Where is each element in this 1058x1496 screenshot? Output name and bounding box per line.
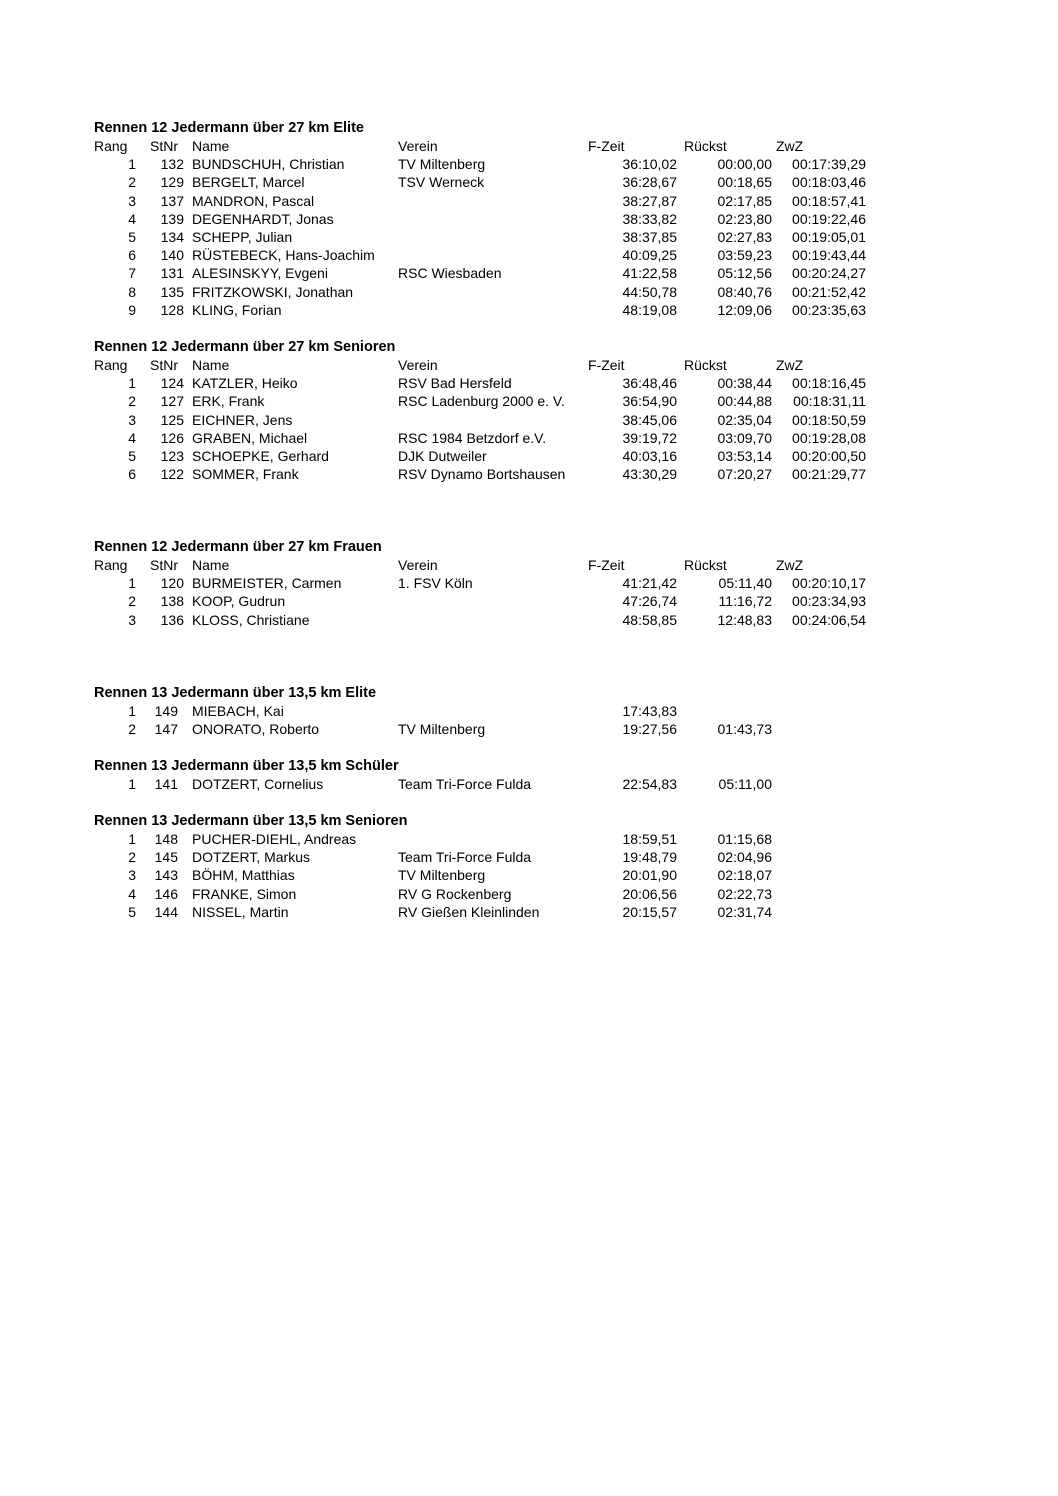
cell-fzeit: 19:27,56 [622,721,677,738]
cell-fzeit: 19:48,79 [622,849,677,866]
cell-rang: 3 [128,611,136,628]
cell-zwz: 00:18:16,45 [792,375,866,392]
cell-zwz: 00:19:05,01 [792,228,866,245]
table-header-row [94,356,894,374]
cell-fzeit: 40:09,25 [622,247,677,264]
cell-name: KLOSS, Christiane [192,611,310,628]
cell-rueckst: 00:00,00 [717,156,772,173]
table-row [94,155,894,173]
cell-rang: 2 [128,721,136,738]
cell-rang: 5 [128,228,136,245]
cell-stnr: 127 [160,393,184,410]
cell-name: NISSEL, Martin [192,903,289,920]
table-row [94,866,894,884]
cell-fzeit: 20:06,56 [622,885,677,902]
cell-stnr: 126 [160,429,184,446]
col-header-rang: Rang [94,557,128,573]
results-section-r12-senioren [94,338,894,483]
cell-stnr: 147 [154,721,178,738]
cell-rang: 2 [128,593,136,610]
cell-rang: 5 [128,903,136,920]
cell-name: BUNDSCHUH, Christian [192,156,345,173]
results-rows [94,155,894,319]
cell-name: DEGENHARDT, Jonas [192,210,334,227]
cell-zwz: 00:18:50,59 [792,411,866,428]
cell-stnr: 141 [154,776,178,792]
cell-name: SCHEPP, Julian [192,228,293,245]
cell-rang: 6 [128,247,136,264]
cell-verein: TSV Werneck [398,174,485,191]
cell-verein: RSC Wiesbaden [398,265,502,282]
cell-zwz: 00:19:22,46 [792,210,866,227]
cell-name: SCHOEPKE, Gerhard [192,447,329,464]
results-section-r13-schueler [94,757,894,793]
table-row [94,702,894,720]
cell-rueckst: 02:27,83 [717,228,772,245]
col-header-verein: Verein [398,138,438,154]
col-header-fzeit: F-Zeit [588,557,625,573]
cell-rueckst: 11:16,72 [718,593,772,610]
table-row [94,301,894,319]
cell-fzeit: 18:59,51 [622,831,677,847]
cell-zwz: 00:17:39,29 [792,156,866,173]
cell-rang: 3 [128,411,136,428]
results-rows [94,374,894,483]
cell-fzeit: 22:54,83 [622,776,677,792]
col-header-rang: Rang [94,138,128,154]
cell-rueckst: 02:22,73 [717,885,772,902]
cell-rueckst: 00:18,65 [717,174,772,191]
cell-rang: 4 [128,210,136,227]
cell-fzeit: 17:43,83 [622,703,677,719]
results-section-r13-senioren [94,812,894,921]
cell-fzeit: 43:30,29 [622,466,677,483]
cell-name: DOTZERT, Cornelius [192,776,324,792]
cell-fzeit: 36:48,46 [622,375,677,392]
table-row [94,465,894,483]
cell-fzeit: 41:21,42 [622,575,677,592]
cell-rueckst: 05:11,00 [718,776,772,792]
cell-rang: 4 [128,885,136,902]
cell-verein: TV Miltenberg [398,156,486,173]
col-header-zwz: ZwZ [776,138,804,154]
table-row [94,574,894,592]
results-rows [94,775,894,793]
cell-name: BURMEISTER, Carmen [192,575,342,592]
cell-stnr: 122 [160,466,184,483]
cell-rueckst: 03:59,23 [717,247,772,264]
col-header-verein: Verein [398,557,438,573]
cell-zwz: 00:19:43,44 [792,247,866,264]
cell-zwz: 00:18:57,41 [792,192,866,209]
cell-zwz: 00:18:31,11 [793,393,866,410]
cell-verein: TV Miltenberg [398,867,486,884]
cell-stnr: 138 [160,593,184,610]
cell-zwz: 00:20:10,17 [792,575,866,592]
cell-stnr: 146 [154,885,178,902]
cell-name: RÜSTEBECK, Hans-Joachim [192,247,375,264]
col-header-rueckst: Rückst [684,357,727,373]
cell-zwz: 00:21:29,77 [792,466,866,483]
cell-stnr: 134 [160,228,184,245]
cell-rang: 1 [128,375,136,392]
cell-rueckst: 01:43,73 [717,721,772,738]
cell-rang: 9 [128,301,136,318]
cell-rueckst: 02:18,07 [717,867,772,884]
cell-rang: 1 [128,156,136,173]
cell-stnr: 128 [160,301,184,318]
results-section-r12-frauen [94,538,894,629]
cell-verein: DJK Dutweiler [398,447,487,464]
cell-rang: 5 [128,447,136,464]
section-title: Rennen 12 Jedermann über 27 km Elite [94,120,364,136]
cell-rueckst: 07:20,27 [717,466,772,483]
col-header-verein: Verein [398,357,438,373]
table-row [94,885,894,903]
table-row [94,411,894,429]
col-header-rueckst: Rückst [684,557,727,573]
cell-fzeit: 41:22,58 [622,265,677,282]
cell-rueckst: 02:17,85 [717,192,772,209]
cell-rang: 4 [128,429,136,446]
table-row [94,374,894,392]
cell-fzeit: 48:19,08 [622,301,677,318]
cell-rang: 2 [128,174,136,191]
cell-fzeit: 36:54,90 [622,393,677,410]
section-title: Rennen 12 Jedermann über 27 km Senioren [94,339,396,355]
col-header-fzeit: F-Zeit [588,138,625,154]
col-header-zwz: ZwZ [776,357,804,373]
cell-name: MIEBACH, Kai [192,703,284,719]
cell-zwz: 00:21:52,42 [792,283,866,300]
cell-fzeit: 20:15,57 [622,903,677,920]
cell-fzeit: 38:45,06 [622,411,677,428]
cell-stnr: 144 [154,903,178,920]
table-row [94,592,894,610]
cell-fzeit: 38:33,82 [622,210,677,227]
cell-name: FRITZKOWSKI, Jonathan [192,283,354,300]
cell-stnr: 123 [160,447,184,464]
cell-stnr: 145 [154,849,178,866]
col-header-zwz: ZwZ [776,557,804,573]
table-row [94,429,894,447]
table-row [94,246,894,264]
table-row [94,611,894,629]
col-header-name: Name [192,138,230,154]
cell-rang: 1 [128,575,136,592]
cell-verein: RSV Bad Hersfeld [398,375,512,392]
cell-stnr: 148 [154,831,178,847]
cell-stnr: 135 [160,283,184,300]
cell-name: FRANKE, Simon [192,885,297,902]
cell-stnr: 137 [160,192,184,209]
cell-stnr: 132 [160,156,184,173]
cell-rueckst: 05:11,40 [718,575,772,592]
cell-verein: TV Miltenberg [398,721,486,738]
cell-verein: Team Tri-Force Fulda [398,776,532,792]
cell-rang: 1 [128,776,136,792]
table-row [94,228,894,246]
cell-fzeit: 47:26,74 [622,593,677,610]
col-header-name: Name [192,357,230,373]
section-title: Rennen 12 Jedermann über 27 km Frauen [94,539,382,555]
cell-zwz: 00:24:06,54 [792,611,866,628]
cell-rueckst: 02:35,04 [717,411,772,428]
table-row [94,283,894,301]
cell-rueckst: 03:53,14 [717,447,772,464]
cell-name: BÖHM, Matthias [192,867,295,884]
cell-fzeit: 38:27,87 [622,192,677,209]
table-header-row [94,556,894,574]
cell-verein: RSC Ladenburg 2000 e. V. [398,393,565,410]
cell-fzeit: 40:03,16 [622,447,677,464]
cell-rang: 2 [128,849,136,866]
cell-fzeit: 38:37,85 [622,228,677,245]
cell-zwz: 00:20:24,27 [792,265,866,282]
cell-name: SOMMER, Frank [192,466,299,483]
cell-rueckst: 12:09,06 [717,301,772,318]
table-row [94,775,894,793]
cell-name: KOOP, Gudrun [192,593,286,610]
cell-fzeit: 20:01,90 [622,867,677,884]
cell-name: DOTZERT, Markus [192,849,310,866]
col-header-rueckst: Rückst [684,138,727,154]
cell-name: BERGELT, Marcel [192,174,305,191]
cell-verein: RV G Rockenberg [398,885,512,902]
cell-fzeit: 44:50,78 [622,283,677,300]
section-title: Rennen 13 Jedermann über 13,5 km Senioren [94,813,408,829]
cell-zwz: 00:20:00,50 [792,447,866,464]
cell-name: KATZLER, Heiko [192,375,298,392]
col-header-stnr: StNr [150,557,178,573]
cell-zwz: 00:23:34,93 [792,593,866,610]
cell-rueckst: 12:48,83 [717,611,772,628]
cell-rang: 7 [128,265,136,282]
cell-stnr: 124 [160,375,184,392]
col-header-name: Name [192,557,230,573]
col-header-stnr: StNr [150,138,178,154]
cell-stnr: 136 [160,611,184,628]
cell-rueckst: 03:09,70 [717,429,772,446]
cell-verein: RSC 1984 Betzdorf e.V. [398,429,547,446]
col-header-rang: Rang [94,357,128,373]
cell-name: ONORATO, Roberto [192,721,320,738]
cell-rang: 3 [128,192,136,209]
table-row [94,392,894,410]
cell-stnr: 143 [154,867,178,884]
cell-rueckst: 00:44,88 [717,393,772,410]
table-row [94,210,894,228]
results-rows [94,574,894,629]
cell-rueckst: 05:12,56 [717,265,772,282]
cell-name: MANDRON, Pascal [192,192,315,209]
cell-rang: 8 [128,283,136,300]
cell-rang: 6 [128,466,136,483]
col-header-stnr: StNr [150,357,178,373]
cell-name: KLING, Forian [192,301,282,318]
cell-zwz: 00:18:03,46 [792,174,866,191]
cell-name: ALESINSKYY, Evgeni [192,265,328,282]
cell-rang: 2 [128,393,136,410]
results-rows [94,702,894,738]
cell-fzeit: 48:58,85 [622,611,677,628]
cell-fzeit: 36:10,02 [622,156,677,173]
cell-stnr: 139 [160,210,184,227]
table-row [94,903,894,921]
cell-name: EICHNER, Jens [192,411,293,428]
table-header-row [94,137,894,155]
table-row [94,848,894,866]
cell-rueckst: 02:31,74 [717,903,772,920]
results-section-r13-elite [94,684,894,738]
cell-verein: Team Tri-Force Fulda [398,849,532,866]
section-title: Rennen 13 Jedermann über 13,5 km Elite [94,685,377,701]
table-row [94,173,894,191]
cell-rueckst: 08:40,76 [717,283,772,300]
cell-rueckst: 02:04,96 [717,849,772,866]
cell-rueckst: 02:23,80 [717,210,772,227]
results-rows [94,830,894,921]
cell-rang: 1 [128,703,136,719]
table-row [94,830,894,848]
results-section-r12-elite [94,119,894,319]
cell-stnr: 125 [160,411,184,428]
cell-verein: RSV Dynamo Bortshausen [398,466,566,483]
cell-name: GRABEN, Michael [192,429,308,446]
cell-verein: RV Gießen Kleinlinden [398,903,540,920]
section-title: Rennen 13 Jedermann über 13,5 km Schüler [94,758,399,774]
cell-rueckst: 01:15,68 [717,831,772,847]
cell-stnr: 140 [160,247,184,264]
table-row [94,264,894,282]
cell-rueckst: 00:38,44 [717,375,772,392]
cell-stnr: 129 [160,174,184,191]
cell-stnr: 149 [154,703,178,719]
cell-stnr: 120 [160,575,184,592]
table-row [94,720,894,738]
cell-rang: 3 [128,867,136,884]
cell-fzeit: 36:28,67 [622,174,677,191]
cell-zwz: 00:19:28,08 [792,429,866,446]
col-header-fzeit: F-Zeit [588,357,625,373]
table-row [94,192,894,210]
cell-stnr: 131 [160,265,184,282]
cell-zwz: 00:23:35,63 [792,301,866,318]
cell-name: PUCHER-DIEHL, Andreas [192,831,357,847]
cell-name: ERK, Frank [192,393,265,410]
cell-fzeit: 39:19,72 [622,429,677,446]
cell-verein: 1. FSV Köln [398,575,473,592]
table-row [94,447,894,465]
cell-rang: 1 [128,831,136,847]
